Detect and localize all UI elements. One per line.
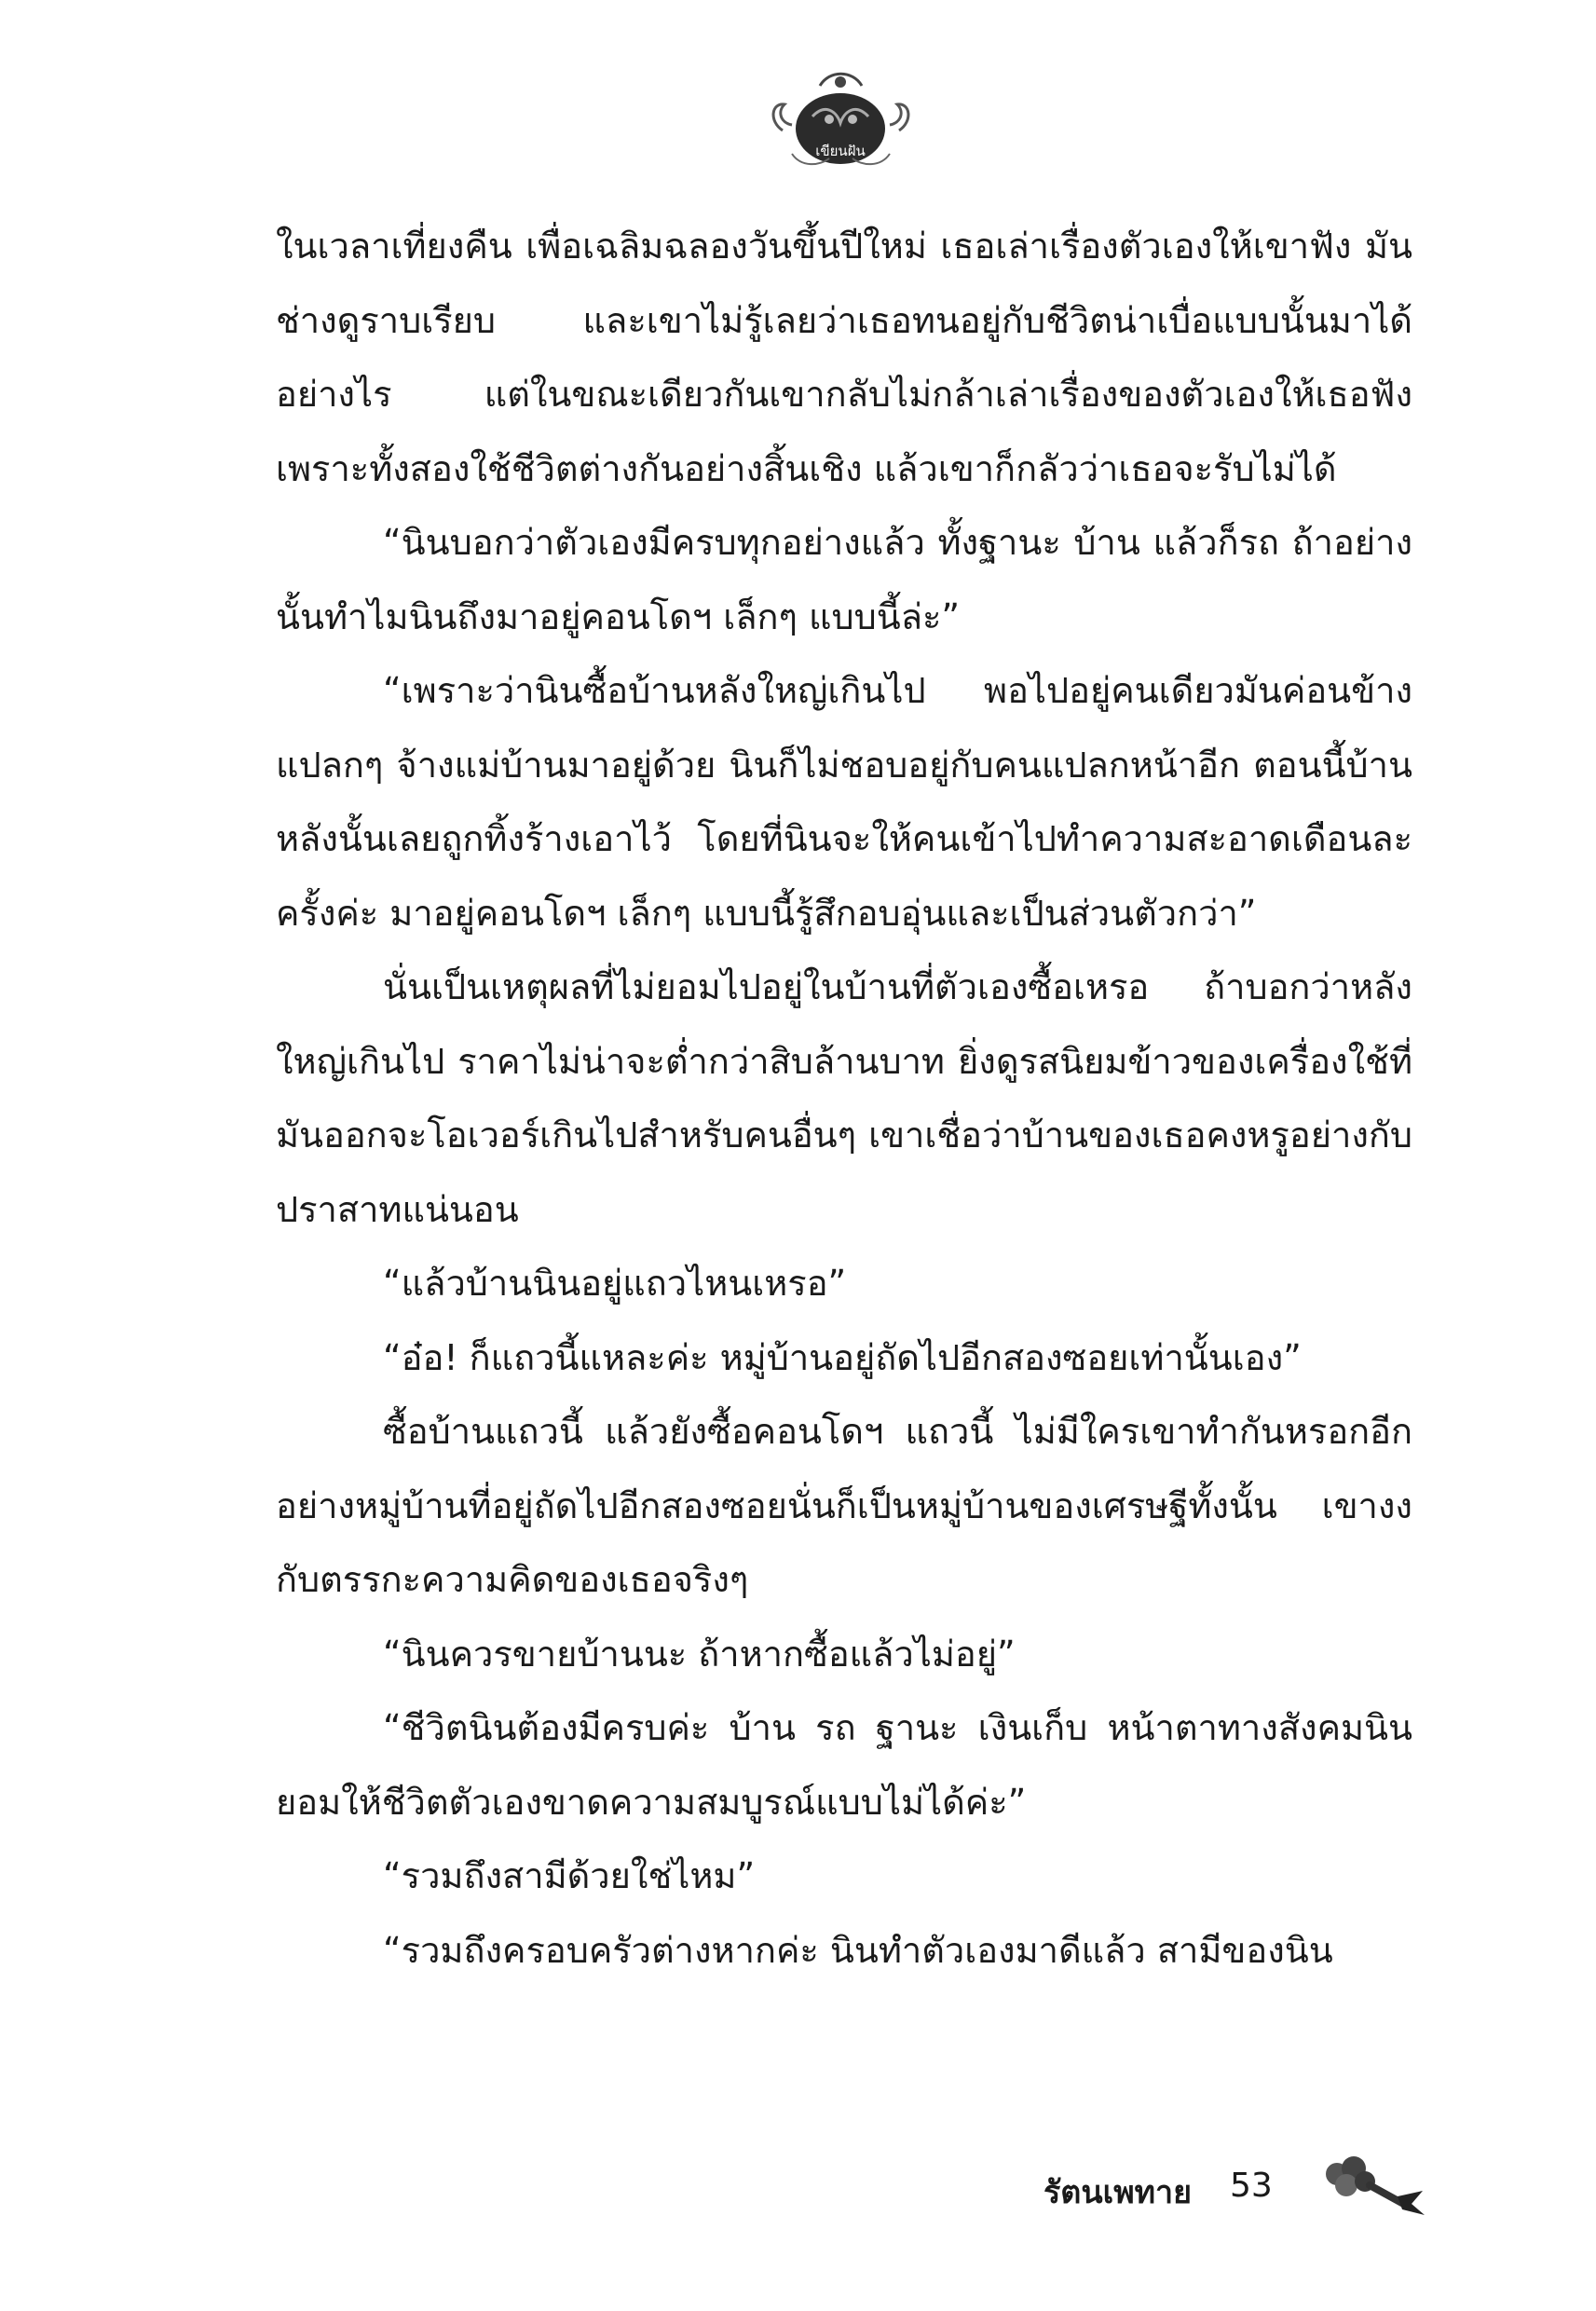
flower-bouquet-icon <box>1318 2148 1430 2222</box>
crest-icon <box>764 65 918 172</box>
paragraph: “แล้วบ้านนินอยู่แถวไหนเหรอ” <box>383 1263 847 1304</box>
paragraph: “นินบอกว่าตัวเองมีครบทุกอย่างแล้ว ทั้งฐานะ บ้าน แล้วก็รถ ถ้าอย่างนั้นทำไมนินถึงมาอยู่คอนโดฯ เล็กๆ แบบนี้ล่ะ” <box>276 522 1412 637</box>
paragraph: “อ๋อ! ก็แถวนี้แหละค่ะ หมู่บ้านอยู่ถัดไปอีกสองซอยเท่านั้นเอง” <box>383 1336 1302 1378</box>
page-number: 53 <box>1230 2167 1273 2205</box>
paragraph: ซื้อบ้านแถวนี้ แล้วยังซื้อคอนโดฯ แถวนี้ ไม่มีใครเขาทำกันหรอกอีกอย่างหมู่บ้านที่อยู่ถัดไปอีกสองซอยนั่นก็เป็นหมู่บ้านของเศรษฐีทั้งนั้น เขางงกับตรรกะความคิดของเธอจริงๆ <box>276 1411 1412 1600</box>
paragraph: ในเวลาเที่ยงคืน เพื่อเฉลิมฉลองวันขึ้นปีใหม่ เธอเล่าเรื่องตัวเองให้เขาฟัง มันช่างดูราบเรียบ และเขาไม่รู้เลยว่าเธอทนอยู่กับชีวิตน่าเบื่อแบบนั้นมาได้อย่างไร แต่ในขณะเดียวกันเขากลับไม่กล้าเล่าเรื่องของตัวเองให้เธอฟัง เพราะทั้งสองใช้ชีวิตต่างกันอย่างสิ้นเชิง แล้วเขาก็กลัวว่าเธอจะรับไม่ได้ <box>276 226 1412 489</box>
paragraph: “รวมถึงสามีด้วยใช่ไหม” <box>383 1855 756 1896</box>
paragraph: “เพราะว่านินซื้อบ้านหลังใหญ่เกินไป พอไปอยู่คนเดียวมันค่อนข้างแปลกๆ จ้างแม่บ้านมาอยู่ด้วย นินก็ไม่ชอบอยู่กับคนแปลกหน้าอีก ตอนนี้บ้านหลังนั้นเลยถูกทิ้งร้างเอาไว้ โดยที่นินจะให้คนเข้าไปทำความสะอาดเดือนละครั้งค่ะ มาอยู่คอนโดฯ เล็กๆ แบบนี้รู้สึกอบอุ่นและเป็นส่วนตัวกว่า” <box>276 670 1412 934</box>
paragraph: “รวมถึงครอบครัวต่างหากค่ะ นินทำตัวเองมาดีแล้ว สามีของนิน <box>383 1929 1333 1971</box>
book-title: รัตนเพทาย <box>1044 2174 1193 2211</box>
paragraph: “ชีวิตนินต้องมีครบค่ะ บ้าน รถ ฐานะ เงินเก็บ หน้าตาทางสังคมนินยอมให้ชีวิตตัวเองขาดความสมบูรณ์แบบไม่ได้ค่ะ” <box>276 1707 1412 1823</box>
paragraph: นั่นเป็นเหตุผลที่ไม่ยอมไปอยู่ในบ้านที่ตัวเองซื้อเหรอ ถ้าบอกว่าหลังใหญ่เกินไป ราคาไม่น่าจะต่ำกว่าสิบล้านบาท ยิ่งดูรสนิยมข้าวของเครื่องใช้ที่มันออกจะโอเวอร์เกินไปสำหรับคนอื่นๆ เขาเชื่อว่าบ้านของเธอคงหรูอย่างกับปราสาทแน่นอน <box>276 966 1412 1230</box>
paragraph: “นินควรขายบ้านนะ ถ้าหากซื้อแล้วไม่อยู่” <box>383 1633 1016 1675</box>
emblem-label: เขียนฝัน <box>815 143 866 159</box>
body-text <box>276 210 1412 1988</box>
